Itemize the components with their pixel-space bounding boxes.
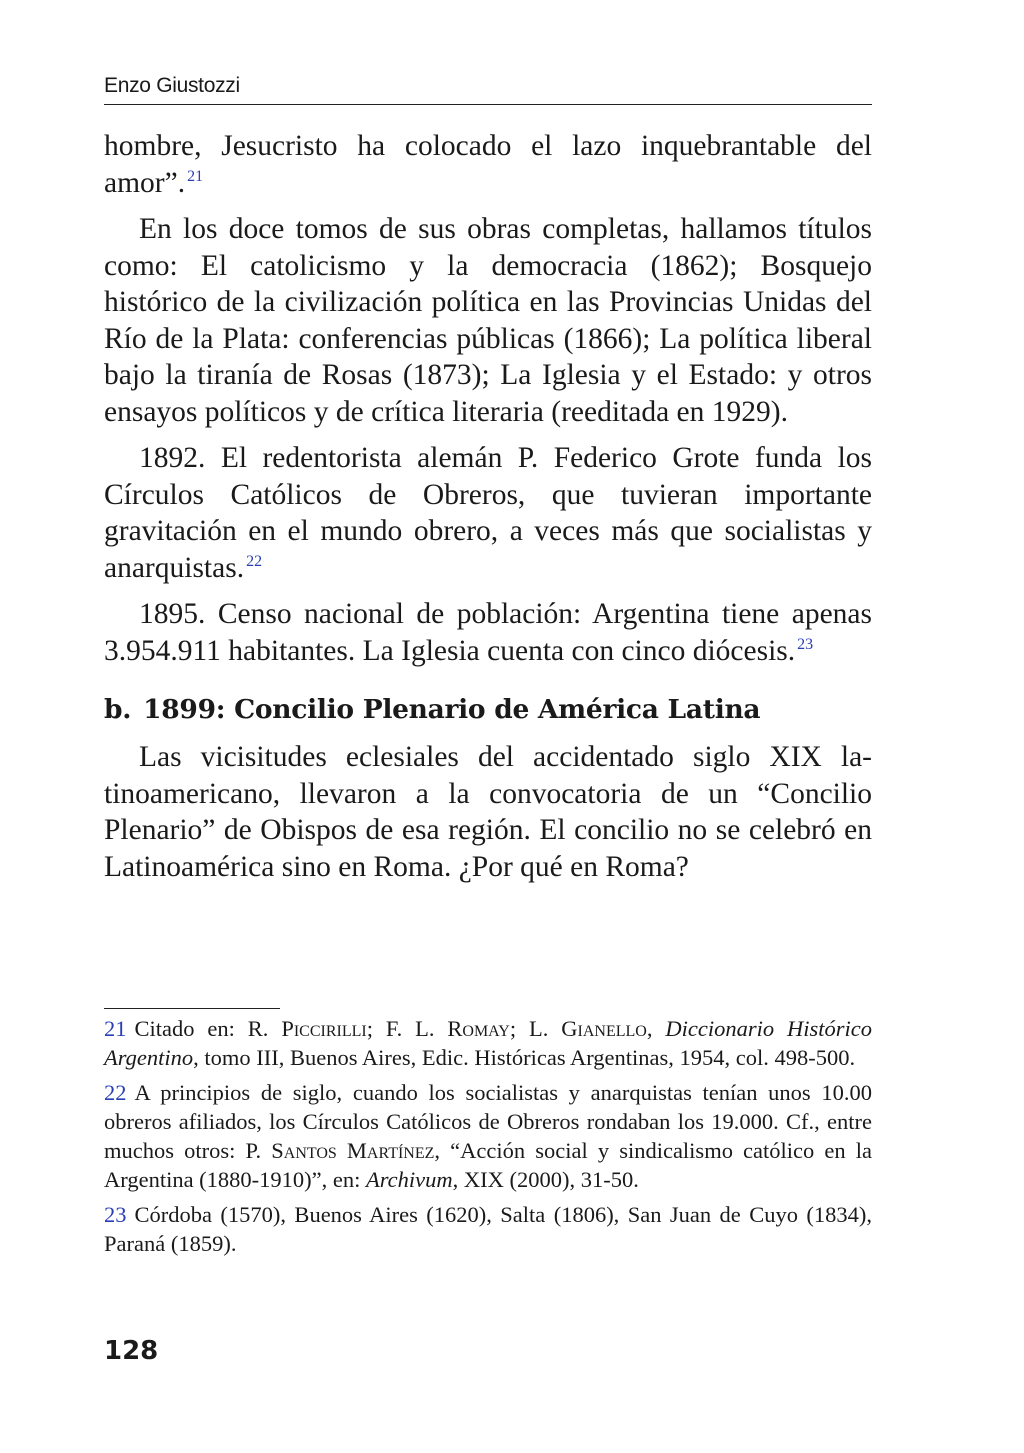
footnote-23: 23 Córdoba (1570), Buenos Aires (1620), Salta (1806), San Juan de Cuyo (1834), Paraná (1859). — [104, 1202, 872, 1256]
footnote-ref-22[interactable]: 22 — [246, 552, 263, 570]
section-label: b. — [104, 694, 132, 725]
paragraph-continuation: hombre, Jesucristo ha colocado el lazo inquebrantable del amor”. $^{21}$ — [104, 130, 872, 199]
header-author: Enzo Giustozzi — [104, 74, 240, 97]
footnote-number[interactable]: 22 — [104, 1080, 127, 1105]
footnotes — [104, 1014, 872, 1264]
footnote-ref-23[interactable]: 23 — [797, 635, 814, 653]
paragraph-obras: En los doce tomos de sus obras completas, hallamos títulos como: El catolicismo y la democracia (1862); Bosquejo histórico de la civilización política en las Provincias Unidas del Río de la Plata: conferencias públicas (1866); La política liberal bajo la tiranía de Rosas (1873); La Iglesia y el Estado: y otros ensayos políticos y de crítica literaria (reeditada en 1929). — [104, 213, 872, 428]
footnote-number[interactable]: 23 — [104, 1202, 127, 1227]
paragraph-1892: 1892. El redentorista alemán P. Federico Grote funda los Círculos Católicos de Obreros, que tuvieran importante gravitación en el mundo obrero, a veces más que socialistas y anarquistas. $^{22}$ — [104, 442, 872, 584]
footnote-21: 21 Citado en: R. Piccirilli; F. L. Romay; L. Gianello, Diccionario Histórico Argentino, tomo III, Buenos Aires, Edic. Históricas Argentinas, 1954, col. 498-500. — [104, 1016, 872, 1070]
paragraph-1895: 1895. Censo nacional de población: Argentina tiene apenas 3.954.911 habitantes. La Iglesia cuenta con cinco diócesis. $^{23}$ — [104, 598, 872, 667]
footnote-number[interactable]: 21 — [104, 1016, 127, 1041]
section-title: 1899: Concilio Plenario de América Latina — [143, 694, 761, 725]
footnote-divider — [104, 1008, 280, 1009]
page-number: 128 — [104, 1336, 159, 1366]
paragraph-concilio: Las vicisitudes eclesiales del accidentado siglo XIX latinoamericano, llevaron a la convocatoria de un “Concilio Plenario” de Obispos de esa región. El concilio no se celebró en Latinoamérica sino en Roma. ¿Por qué en Roma? — [104, 741, 872, 883]
main-text — [104, 128, 872, 895]
footnote-22: 22 A principios de siglo, cuando los socialistas y anarquistas tenían unos 10.00 obreros afiliados, los Círculos Católicos de Obreros rondaban los 19.000. Cf., entre muchos otros: P. Santos Martínez, “Acción social y sindicalismo católico en la Argentina (1880-1910)”, en: Archivum, XIX (2000), 31-50. — [104, 1080, 872, 1192]
section-heading — [104, 693, 872, 727]
footnote-ref-21[interactable]: 21 — [187, 167, 204, 185]
running-header — [104, 74, 872, 105]
